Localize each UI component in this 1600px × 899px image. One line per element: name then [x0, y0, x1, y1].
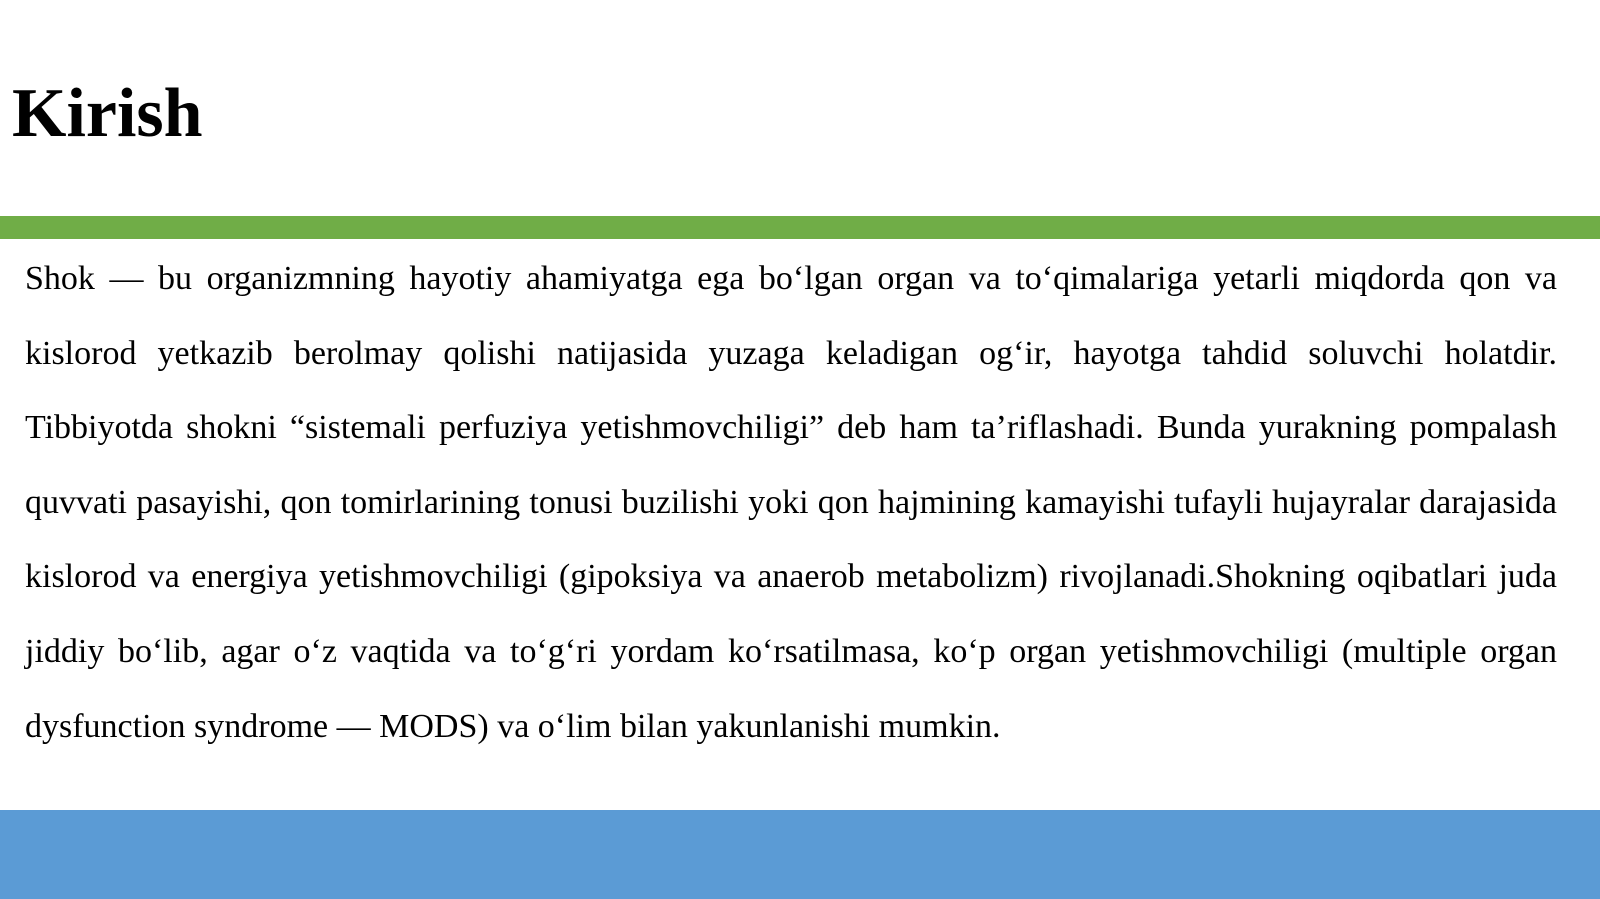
- slide-title: Kirish: [12, 75, 203, 152]
- slide-body-text: Shok — bu organizmning hayotiy ahamiyatga ega bo‘lgan organ va to‘qimalariga yetarli miqdorda qon va kislorod yetkazib berolmay qolishi natijasida yuzaga keladigan og‘ir, hayotga tahdid soluvchi holatdir. Tibbiyotda shokni “sistemali perfuziya yetishmovchiligi” deb ham ta’riflashadi. Bunda yurakning pompalash quvvati pasayishi, qon tomirlarining tonusi buzilishi yoki qon hajmining kamayishi tufayli hujayralar darajasida kislorod va energiya yetishmovchiligi (gipoksiya va anaerob metabolizm) rivojlanadi.Shokning oqibatlari juda jiddiy bo‘lib, agar o‘z vaqtida va to‘g‘ri yordam ko‘rsatilmasa, ko‘p organ yetishmovchiligi (multiple organ dysfunction syndrome — MODS) va o‘lim bilan yakunlanishi mumkin.: [25, 260, 1557, 745]
- title-divider-bar: [0, 216, 1600, 239]
- footer-band: [0, 810, 1600, 899]
